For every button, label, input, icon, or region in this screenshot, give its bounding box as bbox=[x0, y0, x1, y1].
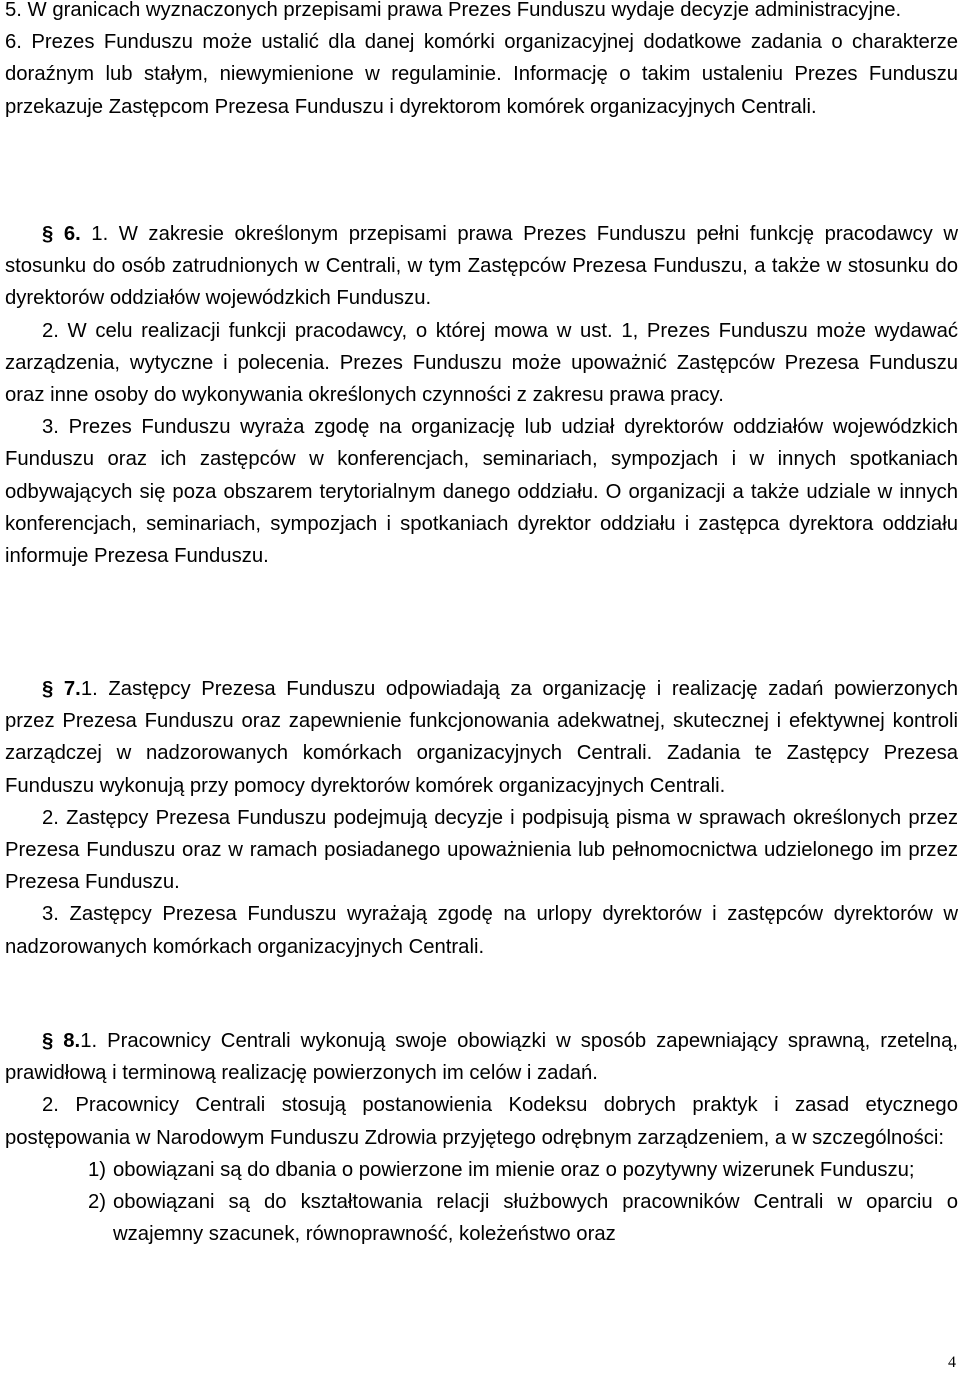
section-7-paragraph-1 bbox=[5, 673, 958, 802]
section-8-paragraph-1-text: 1. Pracownicy Centrali wykonują swoje obowiązki w sposób zapewniający sprawną, rzetelną, prawidłową i terminową realizację powierzonych im celów i zadań. bbox=[5, 1030, 958, 1085]
list-item-text: obowiązani są do dbania o powierzone im mienie oraz o pozytywny wizerunek Funduszu; bbox=[113, 1158, 915, 1181]
section-6-heading bbox=[42, 223, 81, 245]
section-8-heading bbox=[42, 1030, 80, 1052]
page-number: 4 bbox=[948, 1354, 956, 1371]
section-7-heading bbox=[42, 678, 81, 700]
section-8-paragraph-1 bbox=[5, 1025, 958, 1089]
section-6-paragraph-3: 3. Prezes Funduszu wyraża zgodę na organizację lub udział dyrektorów oddziałów wojewódzkich Funduszu oraz ich zastępców w konferencjach, seminariach, sympozjach i w innych spotkaniach odbywających się poza obszarem terytorialnym danego oddziału. O organizacji a także udziale w innych konferencjach, seminariach, sympozjach i spotkaniach dyrektor oddziału i zastępca dyrektora oddziału informuje Prezesa Funduszu. bbox=[5, 416, 958, 568]
section-7-paragraph-1-text: 1. Zastępcy Prezesa Funduszu odpowiadają za organizację i realizację zadań powierzonych przez Prezesa Funduszu oraz zapewnienie funkcjonowania adekwatnej, skutecznej i efektywnej kontroli zarządczej w nadzorowanych komórkach organizacyjnych Centrali. Zadania te Zastępcy Prezesa Funduszu wykonują przy pomocy dyrektorów komórek organizacyjnych Centrali. bbox=[5, 678, 958, 797]
section-number: 7. bbox=[63, 678, 81, 700]
section-6 bbox=[5, 218, 958, 572]
section-7 bbox=[5, 673, 958, 963]
list-item-number: 2) bbox=[87, 1191, 106, 1214]
paragraph-6: 6. Prezes Funduszu może ustalić dla danej komórki organizacyjnej dodatkowe zadania o charakterze doraźnym lub stałym, niewymienione w regulaminie. Informację o takim ustaleniu Prezes Funduszu przekazuje Zastępcom Prezesa Funduszu i dyrektorom komórek organizacyjnych Centrali. bbox=[5, 31, 958, 118]
section-6-paragraph-2: 2. W celu realizacji funkcji pracodawcy, o której mowa w ust. 1, Prezes Funduszu może wydawać zarządzenia, wytyczne i polecenia. Prezes Funduszu może upoważnić Zastępców Prezesa Funduszu oraz inne osoby do wykonywania określonych czynności z zakresu prawa pracy. bbox=[5, 319, 958, 407]
section-6-paragraph-1-text: 1. W zakresie określonym przepisami prawa Prezes Funduszu pełni funkcję pracodawcy w stosunku do osób zatrudnionych w Centrali, w tym Zastępców Prezesa Funduszu, a także w stosunku do dyrektorów oddziałów wojewódzkich Funduszu. bbox=[5, 223, 958, 310]
section-8-paragraph-2: 2. Pracownicy Centrali stosują postanowienia Kodeksu dobrych praktyk i zasad etycznego postępowania w Narodowym Funduszu Zdrowia przyjętego odrębnym zarządzeniem, a w szczególności: bbox=[5, 1094, 958, 1149]
paragraph-5: 5. W granicach wyznaczonych przepisami prawa Prezes Funduszu wydaje decyzje administracyjne. bbox=[5, 0, 902, 21]
section-7-paragraph-2: 2. Zastępcy Prezesa Funduszu podejmują decyzje i podpisują pisma w sprawach określonych przez Prezesa Funduszu oraz w ramach posiadanego upoważnienia lub pełnomocnictwa udzielonego im przez Prezesa Funduszu. bbox=[5, 806, 958, 894]
section-6-paragraph-1 bbox=[5, 218, 958, 315]
section-7-paragraph-3: 3. Zastępcy Prezesa Funduszu wyrażają zgodę na urlopy dyrektorów i zastępców dyrektorów w nadzorowanych komórkach organizacyjnych Centrali. bbox=[5, 903, 958, 958]
section-8 bbox=[5, 1025, 958, 1250]
section-symbol: § bbox=[42, 1030, 54, 1052]
list-item bbox=[5, 1154, 958, 1186]
list-item-number: 1) bbox=[87, 1158, 106, 1181]
section-symbol: § bbox=[42, 223, 54, 245]
list-item bbox=[5, 1186, 958, 1250]
list-item-text: obowiązani są do kształtowania relacji służbowych pracowników Centrali w oparciu o wzajemny szacunek, równoprawność, koleżeństwo oraz bbox=[113, 1191, 958, 1246]
section-number: 8. bbox=[63, 1030, 81, 1052]
section-symbol: § bbox=[42, 678, 54, 700]
paragraph-block-top bbox=[5, 0, 958, 123]
section-number: 6. bbox=[63, 223, 81, 245]
